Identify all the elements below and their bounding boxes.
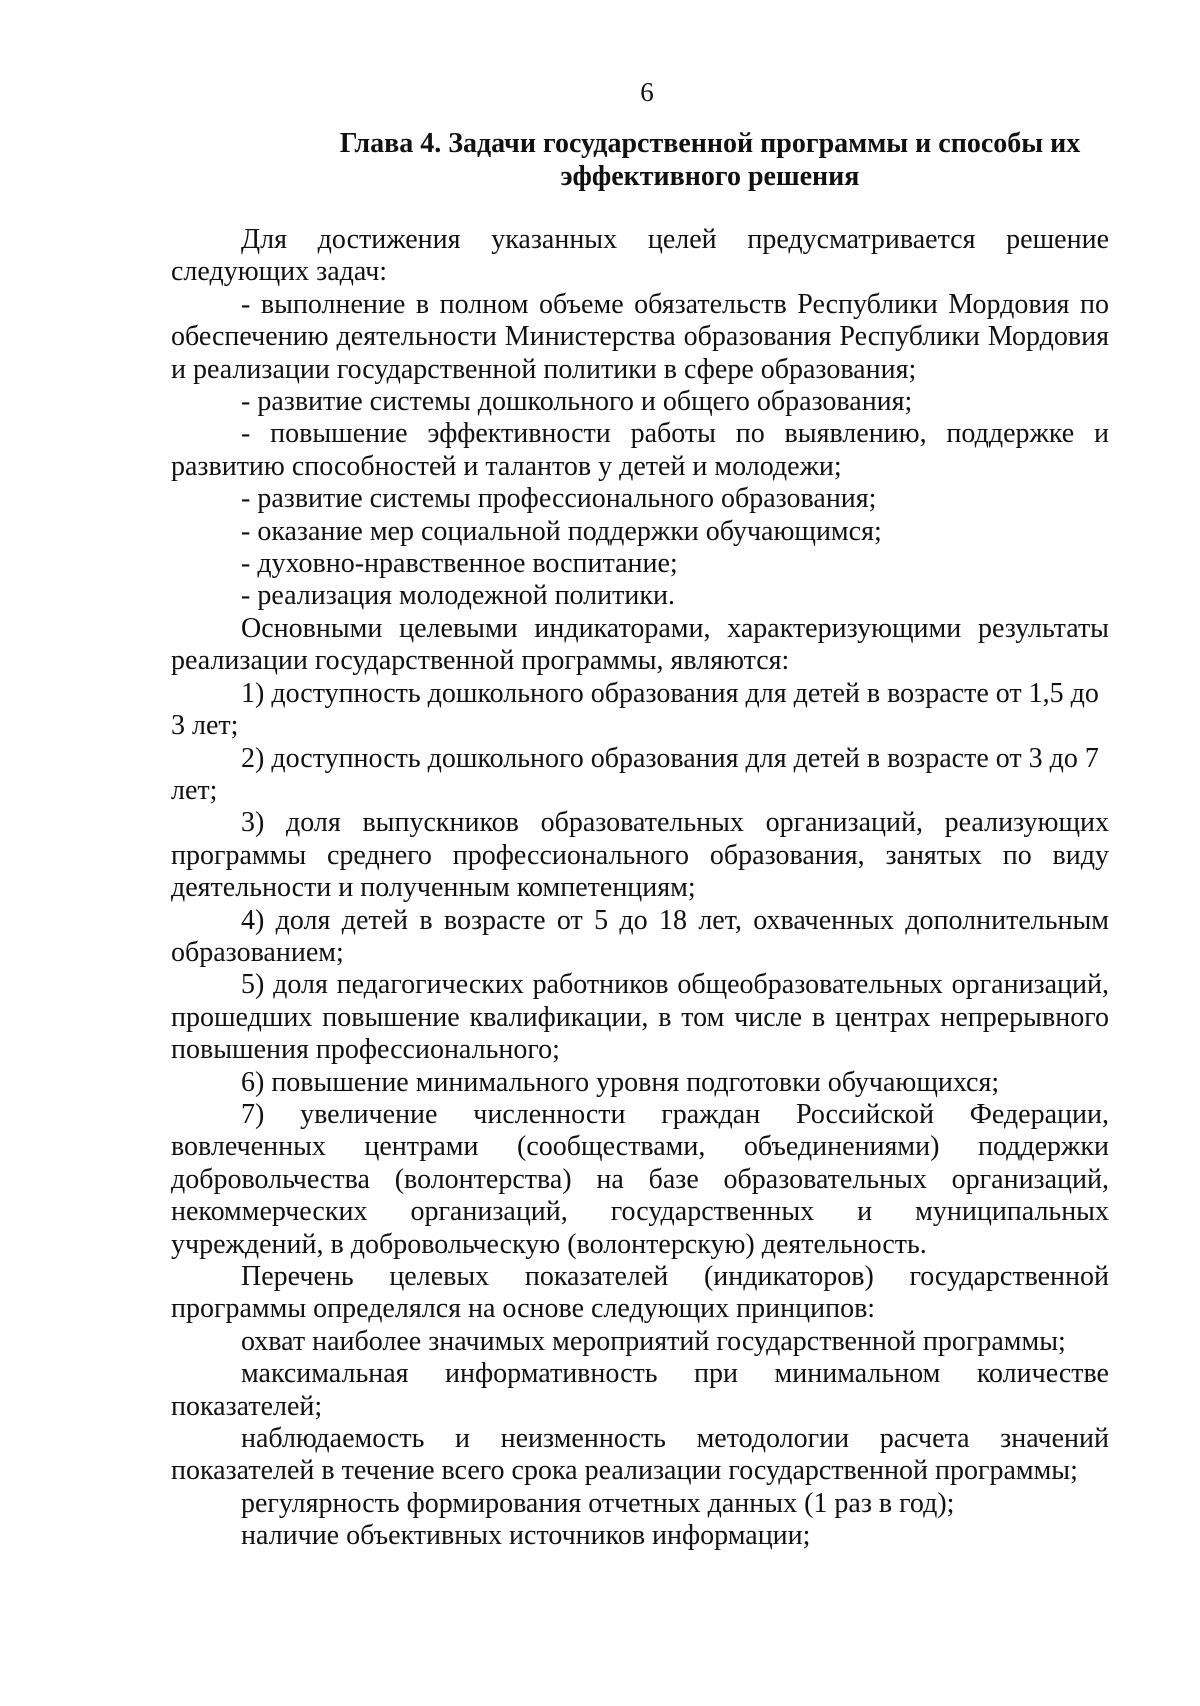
paragraph-intro: Для достижения указанных целей предусматривается решение следующих задач: bbox=[171, 224, 1109, 288]
indicator-item-5: 5) доля педагогических работников общеобразовательных организаций, прошедших повышение квалификации, в том числе в центрах непрерывного повышения профессионального; bbox=[171, 969, 1109, 1066]
task-item-2: - развитие системы дошкольного и общего образования; bbox=[241, 386, 913, 418]
task-item-6: - духовно-нравственное воспитание; bbox=[241, 548, 678, 580]
chapter-heading bbox=[250, 127, 1170, 193]
indicator-item-3: 3) доля выпускников образовательных организаций, реализующих программы среднего профессионального образования, занятых по виду деятельности и полученным компетенциям; bbox=[171, 807, 1109, 904]
indicator-item-7: 7) увеличение численности граждан Российской Федерации, вовлеченных центрами (сообществами, объединениями) поддержки добровольчества (волонтерства) на базе образовательных организаций, некоммерческих организаций, государственных и муниципальных учреждений, в добровольческую (волонтерскую) деятельность. bbox=[171, 1098, 1109, 1260]
principle-item-2: максимальная информативность при минимальном количестве показателей; bbox=[171, 1358, 1109, 1422]
indicator-item-1: 1) доступность дошкольного образования для детей в возрасте от 1,5 до 3 лет; bbox=[171, 677, 1099, 742]
task-item-3: - повышение эффективности работы по выявлению, поддержке и развитию способностей и талантов у детей и молодежи; bbox=[171, 418, 1109, 482]
indicator-item-4: 4) доля детей в возрасте от 5 до 18 лет, охваченных дополнительным образованием; bbox=[171, 904, 1109, 968]
task-item-4: - развитие системы профессионального образования; bbox=[241, 483, 877, 515]
document-body bbox=[171, 224, 1109, 1553]
page-number: 6 bbox=[640, 77, 654, 107]
indicator-item-2: 2) доступность дошкольного образования для детей в возрасте от 3 до 7 лет; bbox=[171, 742, 1099, 806]
indicator-item-6: 6) повышение минимального уровня подготовки обучающихся; bbox=[241, 1066, 1000, 1098]
paragraph-indicators-intro: Основными целевыми индикаторами, характеризующими результаты реализации государственной программы, являются: bbox=[171, 612, 1109, 677]
chapter-heading-line-1: Глава 4. Задачи государственной программы и способы их bbox=[339, 128, 1081, 159]
task-item-5: - оказание мер социальной поддержки обучающимся; bbox=[241, 515, 882, 547]
principle-item-3: наблюдаемость и неизменность методологии расчета значений показателей в течение всего срока реализации государственной программы; bbox=[171, 1423, 1109, 1487]
task-item-1: - выполнение в полном объеме обязательств Республики Мордовия по обеспечению деятельности Министерства образования Республики Мордовия и реализации государственной политики в сфере образования; bbox=[171, 288, 1109, 385]
principle-item-5: наличие объективных источников информации; bbox=[241, 1520, 811, 1552]
task-item-7: - реализация молодежной политики. bbox=[241, 580, 675, 612]
principle-item-1: охват наиболее значимых мероприятий государственной программы; bbox=[241, 1325, 1066, 1357]
chapter-heading-line-2: эффективного решения bbox=[560, 161, 860, 192]
paragraph-principles-intro: Перечень целевых показателей (индикаторов) государственной программы определялся на основе следующих принципов: bbox=[171, 1261, 1109, 1325]
principle-item-4: регулярность формирования отчетных данных (1 раз в год); bbox=[241, 1487, 955, 1519]
